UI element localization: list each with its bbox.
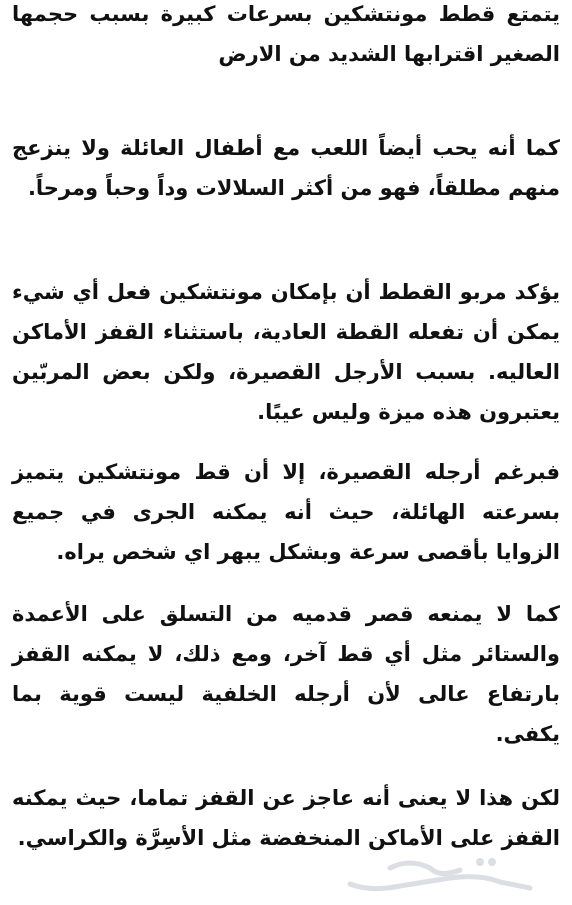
paragraph-speed: يتمتع قطط مونتشكين بسرعات كبيرة بسبب حجمها الصغير اقترابها الشديد من الارض [12,2,560,66]
paragraph-family: كما أنه يحب أيضاً اللعب مع أطفال العائلة ولا ينزعج منهم مطلقاً، فهو من أكثر السلالات وداً وحباً ومرحاً. [12,136,560,200]
paragraph-jumping: لكن هذا لا يعنى أنه عاجز عن القفز تماما، حيث يمكنه القفز على الأماكن المنخفضة مثل الأسِرَّة والكراسي. [12,786,560,850]
paragraph-breeders: يؤكد مربو القطط أن بإمكان مونتشكين فعل أي شيء يمكن أن تفعله القطة العادية، باستثناء القفز الأماكن العاليه. بسبب الأرجل القصيرة، ولكن بعض المربّين يعتبرون هذه ميزة وليس عيبًا. [12,280,560,424]
paragraph-short-legs: فبرغم أرجله القصيرة، إلا أن قط مونتشكين يتميز بسرعته الهائلة، حيث أنه يمكنه الجرى في جميع الزوايا بأقصى سرعة وبشكل يبهر اي شخص يراه. [12,460,560,564]
paragraph-climbing: كما لا يمنعه قصر قدميه من التسلق على الأعمدة والستائر مثل أي قط آخر، ومع ذلك، لا يمكنه القفز بارتفاع عالى لأن أرجله الخلفية ليست قوية بما يكفى. [12,602,560,746]
